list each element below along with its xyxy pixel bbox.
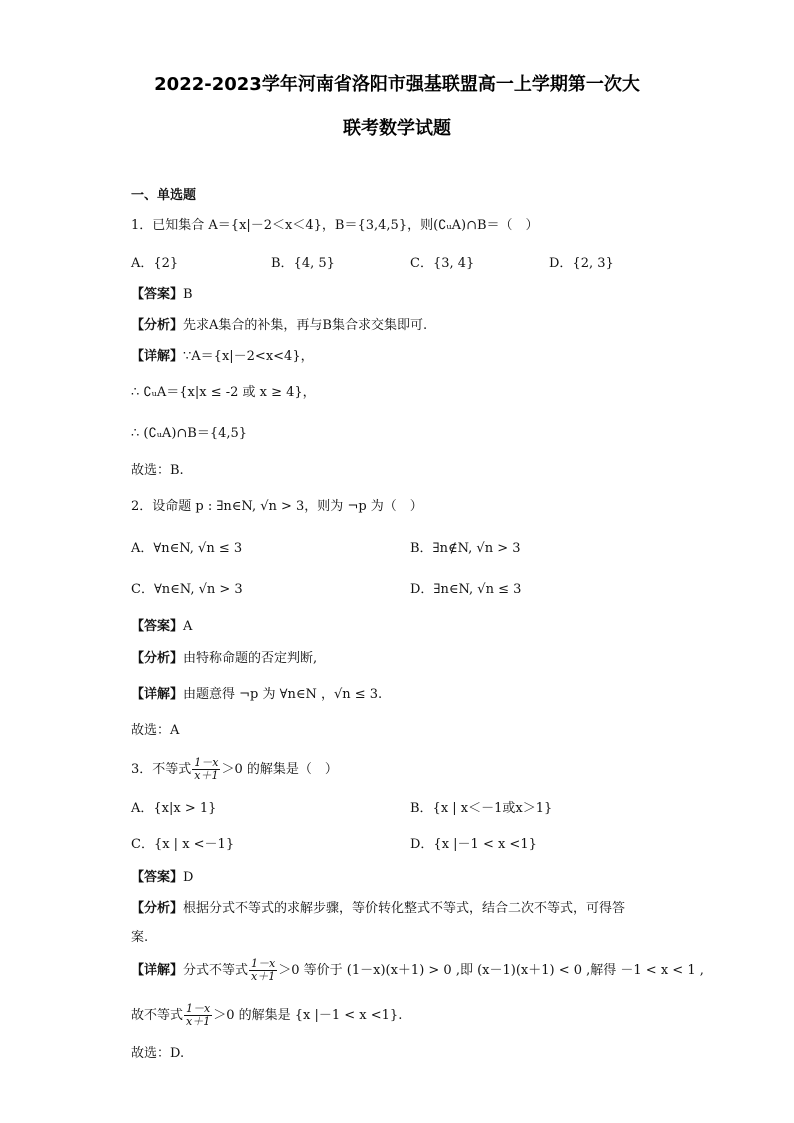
q1-answer-line — [131, 286, 193, 304]
q3-option-d: D．{x |－1 < x <1} — [410, 837, 537, 852]
q3-detail-fraction — [249, 958, 277, 983]
q2-option-a: A．∀n∈N, √n ≤ 3 — [131, 541, 243, 556]
q2-detail-line — [131, 686, 382, 704]
fraction-numerator: 1－x — [186, 1002, 211, 1015]
q2-analysis: 由特称命题的否定判断, — [183, 651, 318, 666]
q3-conclusion: 故选：D. — [131, 1046, 185, 1061]
fraction-denominator: x＋1 — [251, 970, 276, 983]
q3-step-2 — [131, 1003, 402, 1029]
answer-tag: 【答案】 — [131, 287, 184, 302]
q2-option-b: B．∃n∉N, √n > 3 — [410, 541, 521, 556]
answer-tag: 【答案】 — [131, 619, 184, 634]
q1-analysis-line — [131, 317, 427, 335]
q3-step2-fraction — [184, 1003, 212, 1028]
q2-analysis-line — [131, 650, 317, 668]
q1-step-3: ∴ (∁ᵤA)∩B＝{4,5} — [131, 426, 248, 441]
q1-step-2: ∴ ∁ᵤA＝{x|x ≤ -2 或 x ≥ 4}， — [131, 385, 316, 400]
q3-detail-line — [131, 958, 704, 984]
q3-option-a: A．{x|x > 1} — [131, 801, 217, 816]
q2-stem: 2．设命题 p : ∃n∈N, √n > 3，则为 ¬p 为（ ） — [131, 499, 423, 514]
detail-tag: 【详解】 — [131, 349, 184, 364]
q3-step2-after: ＞0 的解集是 {x |－1 < x <1}. — [213, 1008, 403, 1023]
q1-option-a: A．{2} — [131, 256, 179, 271]
fraction-denominator: x＋1 — [194, 769, 219, 782]
q3-analysis-line-2: 案. — [131, 930, 149, 945]
detail-tag: 【详解】 — [131, 687, 184, 702]
q3-answer-line — [131, 869, 193, 887]
document-title-line-2: 联考数学试题 — [343, 118, 451, 139]
answer-tag: 【答案】 — [131, 870, 184, 885]
q1-answer: B — [183, 287, 193, 302]
q3-stem-before: 3．不等式 — [131, 762, 192, 777]
q3-detail-before: 分式不等式 — [183, 963, 249, 978]
q3-answer: D — [183, 870, 194, 885]
q2-answer-line — [131, 618, 192, 636]
fraction-numerator: 1－x — [194, 756, 219, 769]
q1-analysis: 先求A集合的补集，再与B集合求交集即可. — [183, 318, 428, 333]
q3-option-c: C．{x | x <－1} — [131, 837, 235, 852]
document-title-line-1: 2022-2023学年河南省洛阳市强基联盟高一上学期第一次大 — [154, 74, 640, 95]
q1-option-c: C．{3, 4} — [410, 256, 475, 271]
q2-answer: A — [183, 619, 193, 634]
fraction-numerator: 1－x — [251, 957, 276, 970]
q3-stem-after: ＞0 的解集是（ ） — [221, 762, 338, 777]
analysis-tag: 【分析】 — [131, 651, 184, 666]
q3-analysis-1: 根据分式不等式的求解步骤，等价转化整式不等式，结合二次不等式，可得答 — [183, 901, 626, 916]
q1-conclusion: 故选：B. — [131, 463, 184, 478]
q3-analysis-line-1 — [131, 900, 625, 918]
q3-step2-before: 故不等式 — [131, 1008, 184, 1023]
q3-fraction — [192, 757, 220, 782]
detail-tag: 【详解】 — [131, 963, 184, 978]
q3-detail-after: ＞0 等价于 (1－x)(x＋1) > 0 ,即 (x－1)(x＋1) < 0 ,解得 －1 < x < 1 , — [278, 963, 704, 978]
q1-detail-line — [131, 348, 314, 366]
section-heading: 一、单选题 — [131, 188, 197, 203]
q2-detail: 由题意得 ¬p 为 ∀n∈N ，√n ≤ 3. — [183, 687, 383, 702]
q2-conclusion: 故选：A — [131, 723, 180, 738]
q1-detail: ∵A＝{x|－2<x<4}， — [183, 349, 314, 364]
q2-option-d: D．∃n∈N, √n ≤ 3 — [410, 582, 522, 597]
q1-option-b: B．{4, 5} — [271, 256, 335, 271]
q1-option-d: D．{2, 3} — [549, 256, 614, 271]
q3-option-b: B．{x | x＜－1或x＞1} — [410, 801, 553, 816]
q1-stem: 1．已知集合 A＝{x|－2＜x＜4}，B＝{3,4,5}，则(∁ᵤA)∩B＝（ ） — [131, 218, 539, 233]
analysis-tag: 【分析】 — [131, 901, 184, 916]
analysis-tag: 【分析】 — [131, 318, 184, 333]
q2-option-c: C．∀n∈N, √n > 3 — [131, 582, 243, 597]
fraction-denominator: x＋1 — [186, 1015, 211, 1028]
q3-stem — [131, 757, 338, 783]
